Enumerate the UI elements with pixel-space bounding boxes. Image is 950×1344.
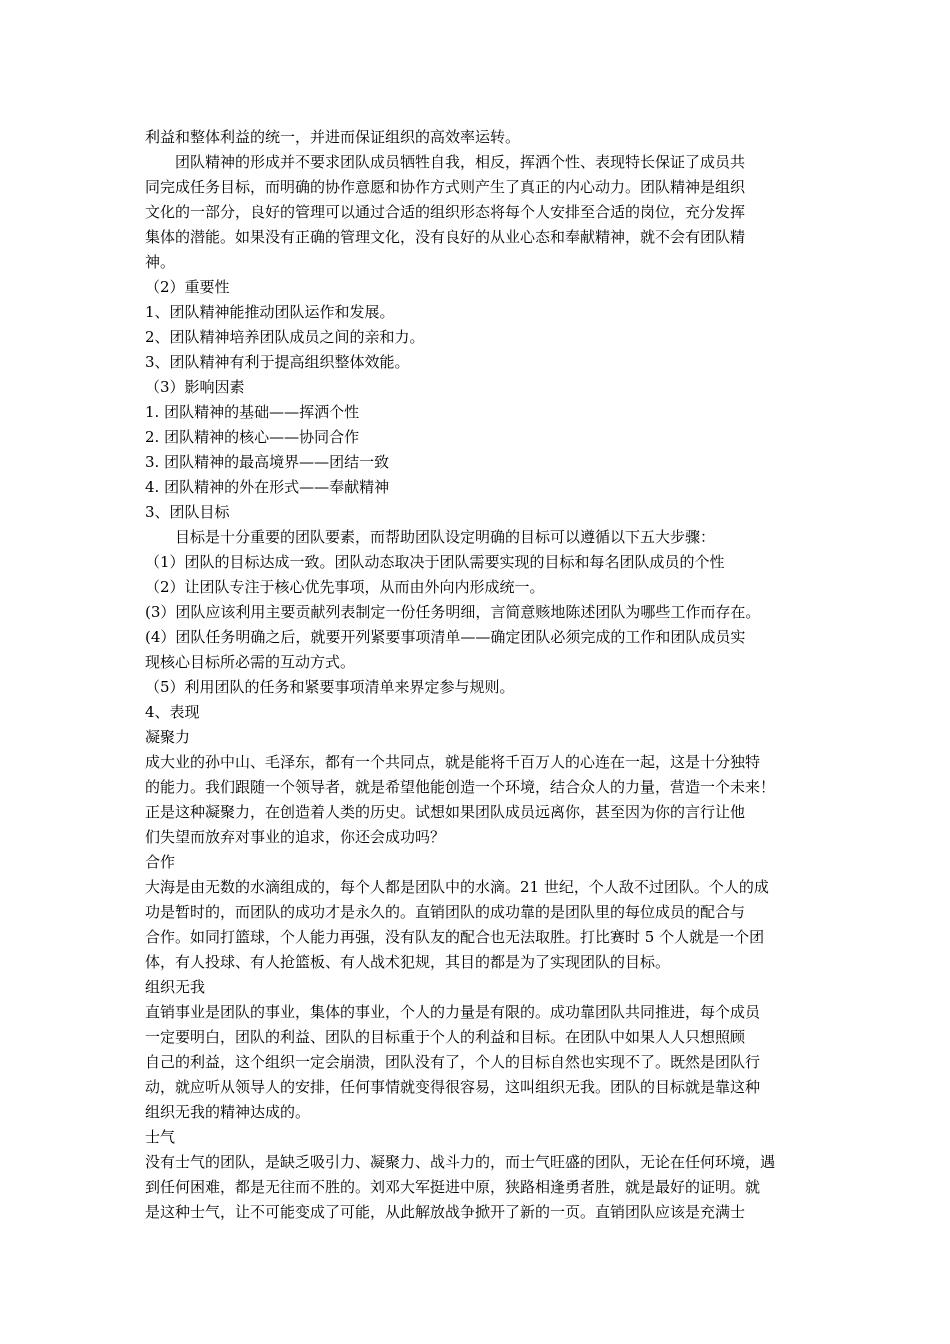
list-item: （2）让团队专注于核心优先事项，从而由外向内形成统一。 <box>145 578 545 596</box>
section-heading: （2）重要性 <box>145 278 230 296</box>
text-line: 现核心目标所必需的互动方式。 <box>145 653 356 671</box>
text-line: 动，就应听从领导人的安排，任何事情就变得很容易，这叫组织无我。团队的目标就是靠这种 <box>145 1078 761 1096</box>
text-line: 们失望而放弃对事业的追求，你还会成功吗？ <box>145 828 446 846</box>
text-line: 同完成任务目标，而明确的协作意愿和协作方式则产生了真正的内心动力。团队精神是组织 <box>145 178 746 196</box>
text-line: 直销事业是团队的事业，集体的事业，个人的力量是有限的。成功靠团队共同推进，每个成员 <box>145 1003 761 1021</box>
list-item: 2. 团队精神的核心——协同合作 <box>145 428 360 446</box>
document-page <box>145 125 817 1225</box>
text-line: 目标是十分重要的团队要素，而帮助团队设定明确的目标可以遵循以下五大步骤： <box>175 528 716 546</box>
list-item: 4. 团队精神的外在形式——奉献精神 <box>145 478 390 496</box>
text-line: 文化的一部分，良好的管理可以通过合适的组织形态将每个人安排至合适的岗位，充分发挥 <box>145 203 746 221</box>
list-item: （1）团队的目标达成一致。团队动态取决于团队需要实现的目标和每名团队成员的个性 <box>145 553 725 571</box>
list-item: 1、团队精神能推动团队运作和发展。 <box>145 303 395 321</box>
text-line: 大海是由无数的水滴组成的，每个人都是团队中的水滴。21 世纪，个人敌不过团队。个人的成 <box>145 878 769 896</box>
list-item: 3. 团队精神的最高境界——团结一致 <box>145 453 390 471</box>
subsection-heading: 合作 <box>145 853 176 871</box>
text-line: 集体的潜能。如果没有正确的管理文化，没有良好的从业心态和奉献精神，就不会有团队精 <box>145 228 746 246</box>
text-line: 利益和整体利益的统一，并进而保证组织的高效率运转。 <box>145 128 521 146</box>
text-line: 团队精神的形成并不要求团队成员牺牲自我，相反，挥洒个性、表现特长保证了成员共 <box>175 153 746 171</box>
text-line: 成大业的孙中山、毛泽东，都有一个共同点，就是能将千百万人的心连在一起，这是十分独特 <box>145 753 761 771</box>
subsection-heading: 组织无我 <box>145 978 206 996</box>
text-line: 一定要明白，团队的利益、团队的目标重于个人的利益和目标。在团队中如果人人只想照顾 <box>145 1028 746 1046</box>
text-line: 功是暂时的，而团队的成功才是永久的。直销团队的成功靠的是团队里的每位成员的配合与 <box>145 903 746 921</box>
list-item: 1. 团队精神的基础——挥洒个性 <box>145 403 360 421</box>
text-line: 神。 <box>145 253 176 271</box>
subsection-heading: 凝聚力 <box>145 728 191 746</box>
section-heading: （3）影响因素 <box>145 378 245 396</box>
text-line: 自己的利益，这个组织一定会崩溃，团队没有了，个人的目标自然也实现不了。既然是团队行 <box>145 1053 761 1071</box>
section-heading: 3、团队目标 <box>145 503 230 521</box>
text-line: 组织无我的精神达成的。 <box>145 1103 311 1121</box>
section-heading: 4、表现 <box>145 703 200 721</box>
list-item: (4）团队任务明确之后，就要开列紧要事项清单——确定团队必须完成的工作和团队成员实 <box>145 628 746 646</box>
text-line: 正是这种凝聚力，在创造着人类的历史。试想如果团队成员远离你，甚至因为你的言行让他 <box>145 803 746 821</box>
text-line: 是这种士气，让不可能变成了可能，从此解放战争掀开了新的一页。直销团队应该是充满士 <box>145 1203 746 1221</box>
list-item: 3、团队精神有利于提高组织整体效能。 <box>145 353 410 371</box>
text-line: 体，有人投球、有人抢篮板、有人战术犯规，其目的都是为了实现团队的目标。 <box>145 953 671 971</box>
text-line: 的能力。我们跟随一个领导者，就是希望他能创造一个环境，结合众人的力量，营造一个未来！ <box>145 778 776 796</box>
list-item: (3）团队应该利用主要贡献列表制定一份任务明细，言简意赅地陈述团队为哪些工作而存在。 <box>145 603 761 621</box>
text-line: 没有士气的团队，是缺乏吸引力、凝聚力、战斗力的，而士气旺盛的团队，无论在任何环境，遇 <box>145 1153 776 1171</box>
list-item: 2、团队精神培养团队成员之间的亲和力。 <box>145 328 425 346</box>
text-line: 到任何困难，都是无往而不胜的。刘邓大军挺进中原，狭路相逢勇者胜，就是最好的证明。就 <box>145 1178 761 1196</box>
subsection-heading: 士气 <box>145 1128 176 1146</box>
list-item: （5）利用团队的任务和紧要事项清单来界定参与规则。 <box>145 678 515 696</box>
text-line: 合作。如同打篮球，个人能力再强，没有队友的配合也无法取胜。打比赛时 5 个人就是一个团 <box>145 928 765 946</box>
